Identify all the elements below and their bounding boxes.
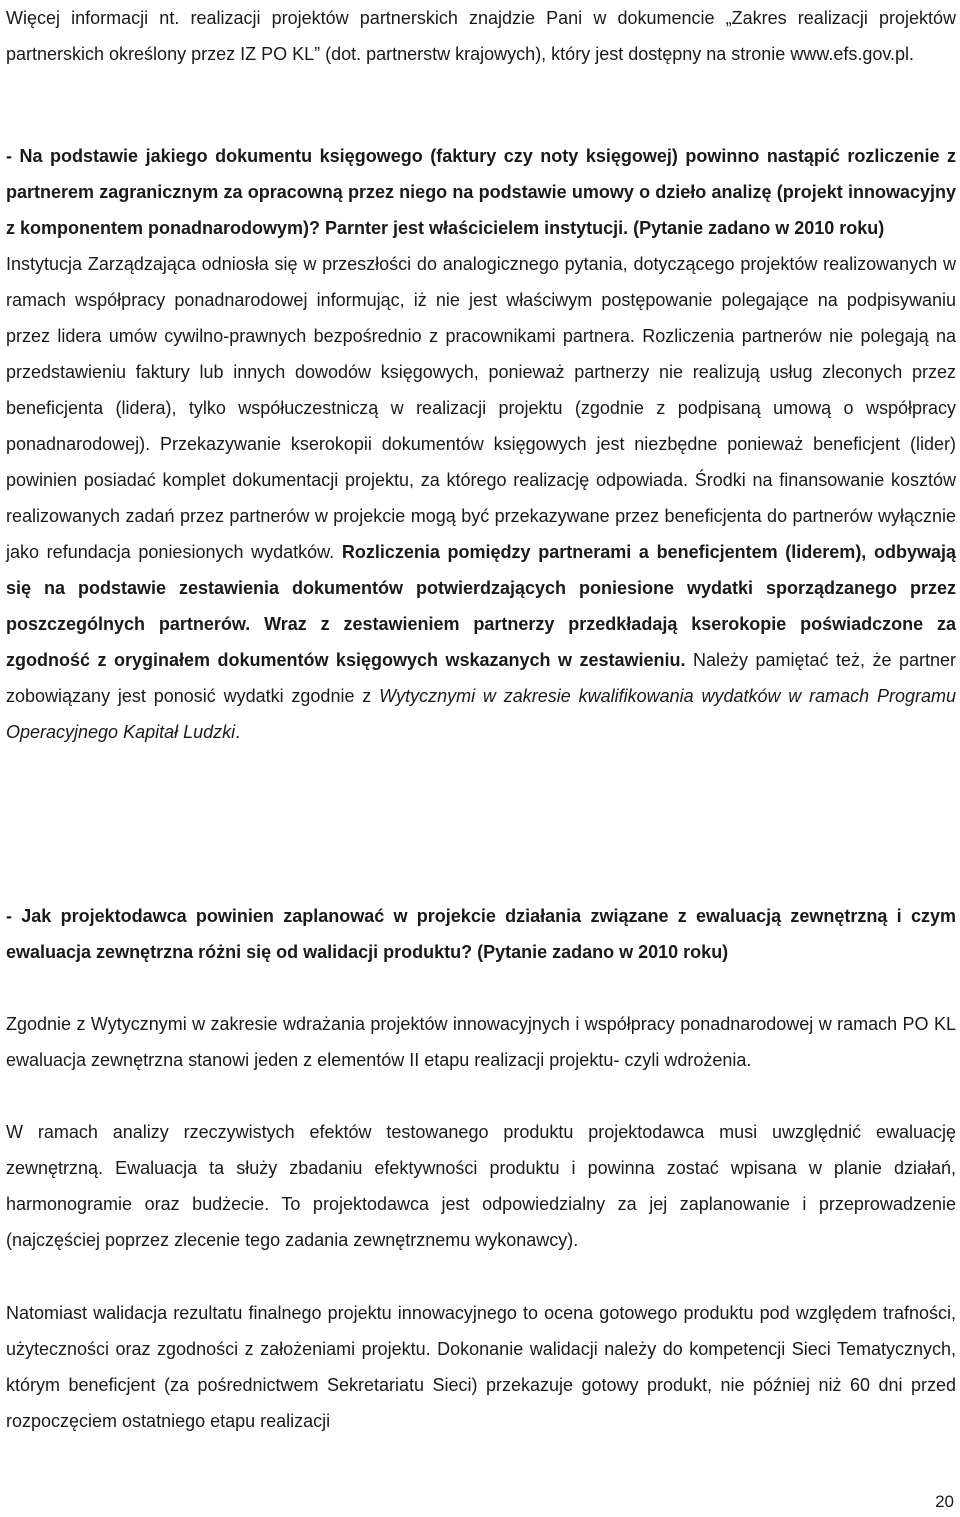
paragraph-question-evaluation: - Jak projektodawca powinien zaplanować w projekcie działania związane z ewaluacją zewnętrzną i czym ewaluacja zewnętrzna różni się od walidacji produktu? (Pytanie zadano w 2010 roku) bbox=[6, 906, 956, 962]
answer-text: Instytucja Zarządzająca odniosła się w przeszłości do analogicznego pytania, dotyczącego projektów realizowanych w ramach współpracy ponadnarodowej informując, iż nie jest właściwym postępowanie polegające na podpisywaniu przez lidera umów cywilno-prawnych bezpośrednio z pracownikami partnera. Rozliczenia partnerów nie polegają na przedstawieniu faktury lub innych dowodów księgowych, ponieważ partnerzy nie realizują usług zleconych przez beneficjenta (lidera), tylko współuczestniczą w realizacji projektu (zgodnie z podpisaną umową o współpracy ponadnarodowej). Przekazywanie kserokopii dokumentów księgowych jest niezbędne ponieważ beneficjent (lider) powinien posiadać komplet dokumentacji projektu, za którego realizację odpowiada. Środki na finansowanie kosztów realizowanych zadań przez partnerów w projekcie mogą być przekazywane przez beneficjenta do partnerów wyłącznie jako refundacja poniesionych wydatków. bbox=[6, 254, 956, 562]
paragraph-question-settlement bbox=[6, 138, 956, 750]
paragraph-more-info bbox=[6, 0, 956, 72]
question-date-note: (Pytanie zadano w 2010 roku) bbox=[628, 218, 885, 238]
paragraph-external-evaluation: W ramach analizy rzeczywistych efektów testowanego produktu projektodawca musi uwzględnić ewaluację zewnętrzną. Ewaluacja ta służy zbadaniu efektywności produktu i powinna zostać wpisana w planie działań, harmonogramie oraz budżecie. To projektodawca jest odpowiedzialny za jej zaplanowanie i przeprowadzenie (najczęściej poprzez zlecenie tego zadania zewnętrznemu wykonawcy). bbox=[6, 1122, 956, 1250]
answer-text: Należy pamiętać też, że partner zobowiązany jest ponosić wydatki zgodnie z bbox=[6, 650, 956, 706]
efs-link[interactable]: www.efs.gov.pl bbox=[790, 44, 910, 64]
paragraph-guidelines: Zgodnie z Wytycznymi w zakresie wdrażania projektów innowacyjnych i współpracy ponadnarodowej w ramach PO KL ewaluacja zewnętrzna stanowi jeden z elementów II etapu realizacji projektu- czyli wdrożenia. bbox=[6, 1014, 956, 1070]
text: . bbox=[909, 44, 915, 64]
question-heading: - Na podstawie jakiego dokumentu księgowego (faktury czy noty księgowej) powinno nastąpić rozliczenie z partnerem zagranicznym za opracowną przez niego na podstawie umowy o dzieło analizę (projekt innowacyjny z komponentem ponadnarodowym)? Parnter jest właścicielem instytucji. bbox=[6, 146, 956, 238]
answer-bold-text: Rozliczenia pomiędzy partnerami a beneficjentem (liderem), odbywają się na podstawie zestawienia dokumentów potwierdzających poniesione wydatki sporządzanego przez poszczególnych partnerów. Wraz z zestawieniem partnerzy przedkładają kserokopie poświadczone za zgodność z oryginałem dokumentów księgowych wskazanych w zestawieniu. bbox=[6, 542, 956, 670]
answer-text: . bbox=[235, 722, 241, 742]
answer-italic-text: Wytycznymi w zakresie kwalifikowania wydatków w ramach Programu Operacyjnego Kapitał Ludzki bbox=[6, 686, 956, 742]
page-number: 20 bbox=[935, 1492, 954, 1511]
paragraph-validation: Natomiast walidacja rezultatu finalnego projektu innowacyjnego to ocena gotowego produktu pod względem trafności, użyteczności oraz zgodności z założeniami projektu. Dokonanie walidacji należy do kompetencji Sieci Tematycznych, którym beneficjent (za pośrednictwem Sekretariatu Sieci) przekazuje gotowy produkt, nie później niż 60 dni przed rozpoczęciem ostatniego etapu realizacji bbox=[6, 1303, 956, 1431]
text: Więcej informacji nt. realizacji projektów partnerskich znajdzie Pani w dokumencie „Zakres realizacji projektów partnerskich określony przez IZ PO KL” (dot. partnerstw krajowych), który jest dostępny na stronie bbox=[6, 8, 956, 64]
